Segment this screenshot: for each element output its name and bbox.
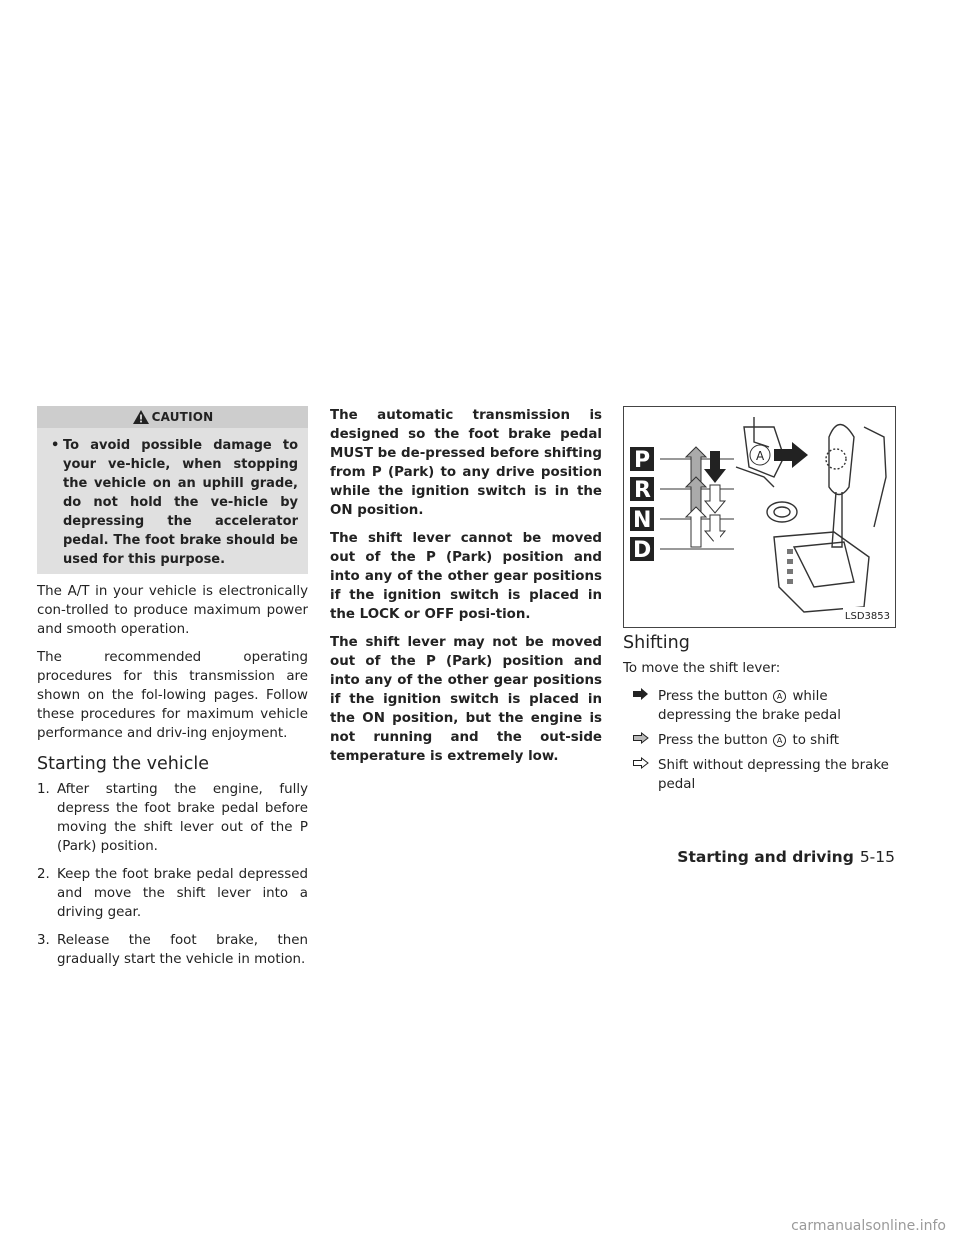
caution-title: CAUTION (151, 409, 214, 424)
shift-line-1-text: Press the button (658, 689, 768, 704)
list-item (37, 865, 308, 922)
shift-line-2 (623, 731, 896, 750)
caution-item (37, 428, 308, 571)
list-item (37, 780, 308, 856)
shifting-intro: To move the shift lever: (623, 661, 781, 676)
solid-arrow-icon (633, 687, 658, 706)
step-text: After starting the engine, fully depress the foot brake pedal before moving the shift lever out of the P (Park) position. (57, 782, 308, 854)
shift-line-2-text: Press the button (658, 733, 768, 748)
column-right (623, 406, 896, 794)
shift-line-2-text-cont: to shift (792, 733, 840, 748)
bullet: • (51, 438, 60, 453)
button-press-arrow (774, 442, 808, 468)
button-a-marker: A (773, 734, 786, 747)
shift-line-1-text-cont: while depressing the brake pedal (658, 689, 841, 723)
outline-arrow-icon (633, 756, 658, 775)
shift-lever-illustration (624, 407, 895, 627)
paragraph-brake-required: The automatic transmission is designed so the foot brake pedal MUST be de-pressed before shifting from P (Park) to any drive position while the ignition switch is in the ON position. (330, 408, 602, 518)
gear-label-d: D (633, 538, 652, 563)
paragraph-low-temperature: The shift lever may not be moved out of the P (Park) position and into any of the other gear positions if the ignition switch is placed in the ON position, but the engine is not running and the out-side temperature is extremely low. (330, 635, 602, 764)
shaded-arrow-icon (633, 731, 658, 750)
page-footer (677, 848, 895, 866)
figure-code: LSD3853 (843, 607, 892, 626)
list-item (37, 931, 308, 969)
section-title: Starting and driving (677, 848, 854, 866)
gear-labels (630, 447, 654, 563)
caution-box (37, 406, 308, 574)
shift-lever-figure (623, 406, 896, 628)
column-left (37, 406, 308, 978)
caution-header (37, 406, 308, 428)
heading-shifting: Shifting (623, 633, 690, 653)
gear-label-p: P (634, 448, 651, 473)
starting-steps-list (37, 780, 308, 969)
paragraph-at-intro: The A/T in your vehicle is electronically con-trolled to produce maximum power and smooth operation. (37, 584, 308, 637)
up-arrows-outline (686, 507, 706, 547)
column-middle (330, 406, 602, 775)
caution-text: To avoid possible damage to your ve-hicle, when stopping the vehicle on an uphill grade, do not hold the ve-hicle by depressing the accelerator pedal. The foot brake should be used for this purpose. (63, 438, 298, 567)
step-text: Release the foot brake, then gradually start the vehicle in motion. (57, 933, 308, 967)
shift-line-3 (623, 756, 896, 794)
watermark: carmanualsonline.info (791, 1218, 946, 1234)
callout-label: A (756, 449, 765, 463)
step-number: 2. (37, 867, 50, 882)
shift-line-3-text: Shift without depressing the brake pedal (658, 758, 889, 792)
button-a-marker: A (773, 690, 786, 703)
step-number: 1. (37, 782, 50, 797)
shift-line-1 (623, 687, 896, 725)
step-text: Keep the foot brake pedal depressed and move the shift lever into a driving gear. (57, 867, 308, 920)
down-arrows-outline (705, 485, 725, 545)
gear-label-n: N (633, 508, 652, 533)
solid-down-arrow (704, 451, 726, 483)
gear-label-r: R (634, 478, 651, 503)
paragraph-procedures: The recommended operating procedures for this transmission are shown on the fol-lowing pages. Follow these procedures for maximum vehicle performance and driv-ing enjoyment. (37, 650, 308, 741)
warning-icon (132, 409, 150, 425)
heading-starting-vehicle: Starting the vehicle (37, 754, 209, 774)
step-number: 3. (37, 933, 50, 948)
paragraph-lock-off: The shift lever cannot be moved out of the P (Park) position and into any of the other gear positions if the ignition switch is placed in the LOCK or OFF posi-tion. (330, 531, 602, 622)
page-number: 5-15 (859, 848, 895, 866)
